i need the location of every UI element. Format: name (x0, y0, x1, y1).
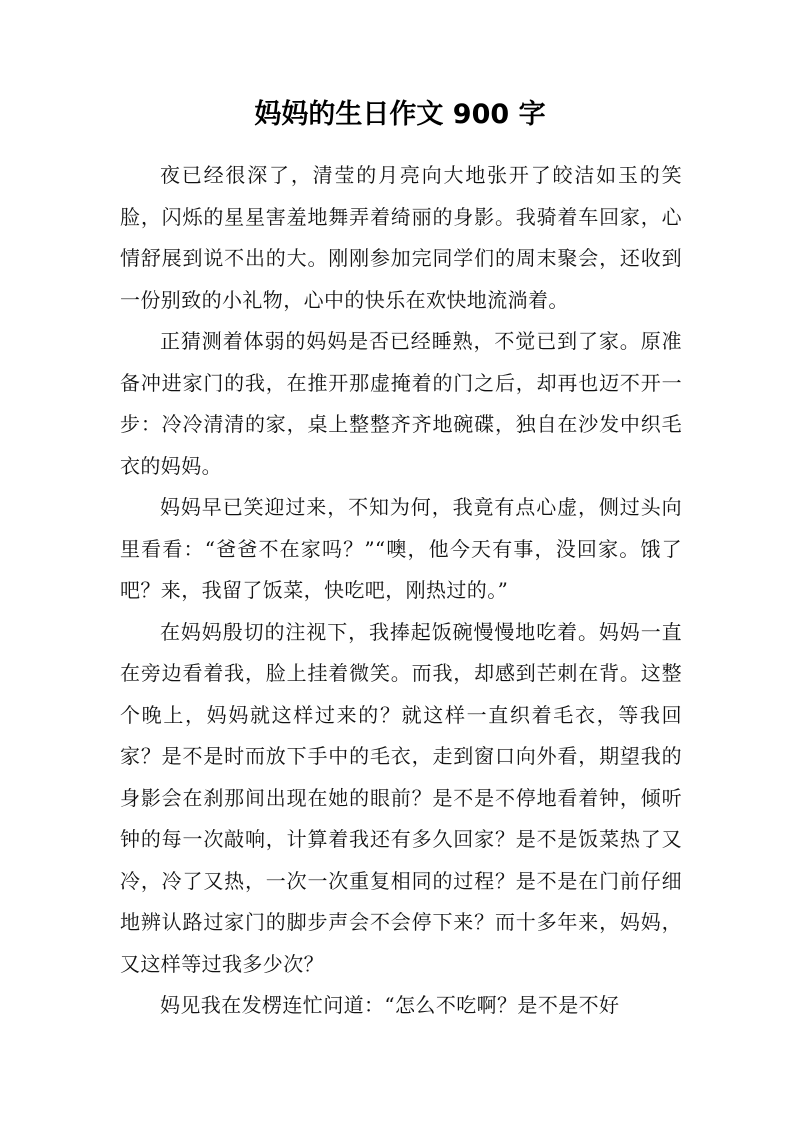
paragraph: 夜已经很深了，清莹的月亮向大地张开了皎洁如玉的笑脸，闪烁的星星害羞地舞弄着绮丽的身影。我骑着车回家，心情舒展到说不出的大。刚刚参加完同学们的周末聚会，还收到一份别致的小礼物，心中的快乐在欢快地流淌着。 (120, 163, 682, 312)
paragraph: 在妈妈殷切的注视下，我捧起饭碗慢慢地吃着。妈妈一直在旁边看着我，脸上挂着微笑。而我，却感到芒刺在背。这整个晚上，妈妈就这样过来的？就这样一直织着毛衣，等我回家？是不是时而放下手中的毛衣，走到窗口向外看，期望我的身影会在刹那间出现在她的眼前？是不是不停地看着钟，倾听钟的每一次敲响，计算着我还有多久回家？是不是饭菜热了又冷，冷了又热，一次一次重复相同的过程？是不是在门前仔细地辨认路过家门的脚步声会不会停下来？而十多年来，妈妈，又这样等过我多少次？ (120, 619, 682, 976)
document-title: 妈妈的生日作文 900 字 (254, 99, 546, 130)
paragraph: 妈见我在发楞连忙问道：“怎么不吃啊？是不是不好 (160, 993, 620, 1017)
document-body (120, 155, 682, 1027)
paragraph: 正猜测着体弱的妈妈是否已经睡熟，不觉已到了家。原准备冲进家门的我，在推开那虚掩着的门之后，却再也迈不开一步：冷冷清清的家，桌上整整齐齐地碗碟，独自在沙发中织毛衣的妈妈。 (120, 329, 682, 478)
paragraph: 妈妈早已笑迎过来，不知为何，我竟有点心虚，侧过头向里看看：“爸爸不在家吗？”“噢，他今天有事，没回家。饿了吧？来，我留了饭菜，快吃吧，刚热过的。” (120, 495, 682, 602)
